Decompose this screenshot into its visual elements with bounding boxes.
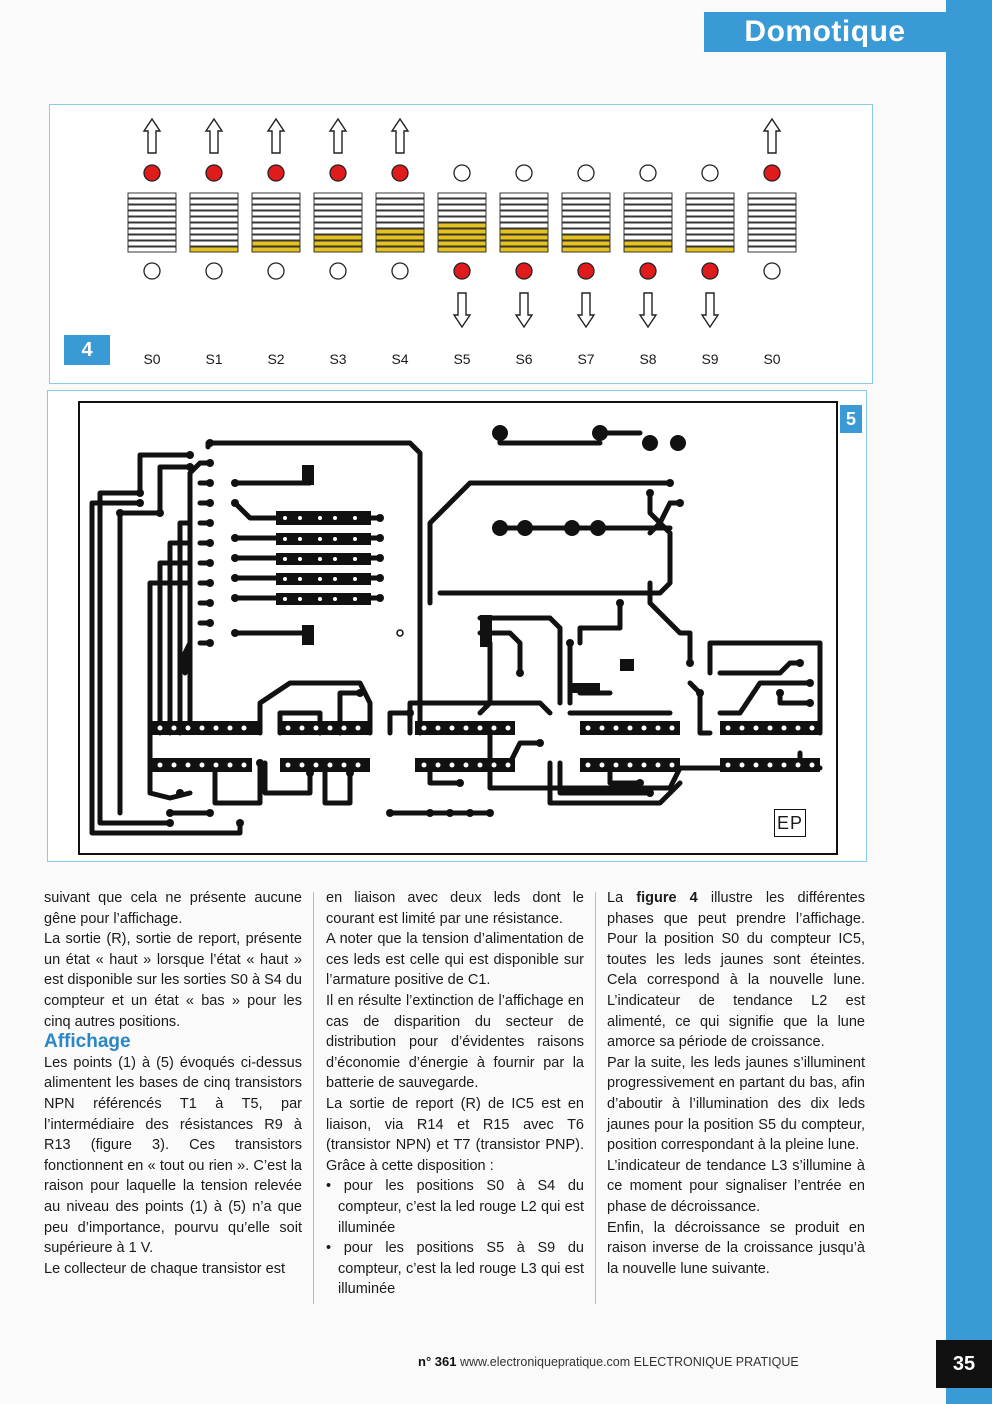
yellow-led-segment [624,241,672,246]
yellow-led-segment [748,217,796,222]
yellow-led-segment [190,235,238,240]
yellow-led-segment [624,193,672,198]
yellow-led-segment [190,211,238,216]
col2-paragraph-2: A noter que la tension d’alimentation de ces leds est celle qui est disponible sur l’armature positive de C1. [326,931,584,989]
col1-paragraph-2: La sortie (R), sortie de report, présente un état « haut » lorsque l’état « haut » est disponible sur les sorties S0 à S4 du compteur et un état « bas » pour les cinq autres positions. [44,931,302,1030]
figure-5-pcb-layout [47,390,867,862]
yellow-led-segment [562,241,610,246]
phase-column [558,105,614,383]
col2-paragraph-1: en liaison avec deux leds dont le courant est limité par une résistance. [326,890,584,927]
trend-led-bottom [454,263,470,279]
yellow-led-segment [686,193,734,198]
yellow-led-segment [376,193,424,198]
trend-led-top [144,165,160,181]
phase-label: S0 [763,351,781,367]
right-color-bar [946,0,992,1404]
trend-led-top [206,165,222,181]
led-bargraph [186,105,242,345]
figure-ref: figure 4 [636,890,698,906]
yellow-led-segment [438,211,486,216]
arrow-down-icon [702,293,718,327]
yellow-led-segment [500,217,548,222]
yellow-led-segment [500,241,548,246]
yellow-led-segment [500,223,548,228]
yellow-led-segment [128,229,176,234]
yellow-led-segment [686,199,734,204]
trend-led-top [268,165,284,181]
yellow-led-segment [438,223,486,228]
arrow-up-icon [268,119,284,153]
led-bargraph [744,105,800,345]
col2-paragraph-4: La sortie de report (R) de IC5 est en liaison, via R14 et R15 avec T6 (transistor NPN) et T7 (transistor PNP). Grâce à cette disposition : [326,1095,584,1174]
article-column-1 [44,888,302,1279]
col2-paragraph-3: Il en résulte l’extinction de l’affichage en cas de disparition du secteur de distribution pour d’évidentes raisons d’économie d’énergie à fournir par la batterie de sauvegarde. [326,992,584,1092]
yellow-led-segment [624,229,672,234]
yellow-led-segment [562,247,610,252]
trend-led-top [764,165,780,181]
yellow-led-segment [190,217,238,222]
yellow-led-segment [314,241,362,246]
trend-led-bottom [268,263,284,279]
col2-bullet-2: • pour les positions S5 à S9 du compteur, c’est la led rouge L3 qui est illuminée [326,1240,584,1298]
arrow-up-icon [392,119,408,153]
yellow-led-segment [128,241,176,246]
yellow-led-segment [128,217,176,222]
yellow-led-segment [252,223,300,228]
phase-label: S9 [701,351,719,367]
pcb-traces-graphic [80,403,836,853]
arrow-down-icon [578,293,594,327]
yellow-led-segment [252,241,300,246]
led-bargraph [496,105,552,345]
yellow-led-segment [500,229,548,234]
yellow-led-segment [314,205,362,210]
led-bargraph [620,105,676,345]
yellow-led-segment [562,235,610,240]
yellow-led-segment [562,199,610,204]
trend-led-bottom [764,263,780,279]
yellow-led-segment [376,235,424,240]
yellow-led-segment [748,193,796,198]
yellow-led-segment [128,223,176,228]
trend-led-bottom [144,263,160,279]
col3-paragraph-2: Par la suite, les leds jaunes s’illuminent progressivement en partant du bas, afin d’aboutir à l’illumination des dix leds jaunes pour la position S5 du compteur, position correspondant à la pleine lune. [607,1054,865,1154]
yellow-led-segment [438,205,486,210]
trend-led-bottom [516,263,532,279]
yellow-led-segment [314,235,362,240]
yellow-led-segment [376,211,424,216]
yellow-led-segment [128,199,176,204]
yellow-led-segment [438,241,486,246]
yellow-led-segment [128,247,176,252]
website-link[interactable]: www.electroniquepratique.com [459,1355,631,1369]
col1-paragraph-4: Le collecteur de chaque transistor est [44,1260,285,1277]
col1-paragraph-1: suivant que cela ne présente aucune gêne pour l’affichage. [44,890,302,927]
phase-column [744,105,800,383]
phase-column [620,105,676,383]
yellow-led-segment [252,217,300,222]
pcb-drawing [78,401,838,855]
yellow-led-segment [252,247,300,252]
phase-label: S1 [205,351,223,367]
yellow-led-segment [748,223,796,228]
yellow-led-segment [500,235,548,240]
yellow-led-segment [252,199,300,204]
trend-led-bottom [392,263,408,279]
yellow-led-segment [500,247,548,252]
page-number: 35 [936,1340,992,1388]
led-bargraph [682,105,738,345]
column-divider [313,892,314,1304]
yellow-led-segment [624,199,672,204]
yellow-led-segment [500,193,548,198]
yellow-led-segment [376,229,424,234]
yellow-led-segment [190,193,238,198]
phase-column [372,105,428,383]
magazine-name: ELECTRONIQUE PRATIQUE [633,1355,799,1369]
trend-led-bottom [702,263,718,279]
yellow-led-segment [748,205,796,210]
yellow-led-segment [314,217,362,222]
trend-led-top [640,165,656,181]
yellow-led-segment [562,223,610,228]
trend-led-bottom [578,263,594,279]
phase-label: S6 [515,351,533,367]
yellow-led-segment [686,229,734,234]
yellow-led-segment [376,247,424,252]
phase-column [310,105,366,383]
yellow-led-segment [314,199,362,204]
yellow-led-segment [190,223,238,228]
phase-column [496,105,552,383]
trend-led-bottom [330,263,346,279]
phase-label: S4 [391,351,409,367]
yellow-led-segment [376,217,424,222]
yellow-led-segment [562,217,610,222]
yellow-led-segment [438,235,486,240]
yellow-led-segment [252,235,300,240]
yellow-led-segment [252,205,300,210]
phase-label: S3 [329,351,347,367]
yellow-led-segment [438,199,486,204]
yellow-led-segment [314,229,362,234]
led-bargraph [434,105,490,345]
arrow-up-icon [764,119,780,153]
yellow-led-segment [562,205,610,210]
yellow-led-segment [438,247,486,252]
led-bargraph [124,105,180,345]
section-rubric: Domotique [704,12,946,52]
yellow-led-segment [562,211,610,216]
led-bargraph [310,105,366,345]
yellow-led-segment [190,199,238,204]
yellow-led-segment [624,217,672,222]
yellow-led-segment [128,193,176,198]
yellow-led-segment [376,223,424,228]
led-bargraph [248,105,304,345]
section-heading-affichage: Affichage [44,1031,131,1053]
yellow-led-segment [500,205,548,210]
yellow-led-segment [748,211,796,216]
phase-column [434,105,490,383]
phase-column [248,105,304,383]
led-bargraph [372,105,428,345]
yellow-led-segment [376,199,424,204]
trend-led-top [578,165,594,181]
yellow-led-segment [686,223,734,228]
trend-led-bottom [640,263,656,279]
yellow-led-segment [562,229,610,234]
yellow-led-segment [686,217,734,222]
yellow-led-segment [314,211,362,216]
yellow-led-segment [748,229,796,234]
yellow-led-segment [438,217,486,222]
yellow-led-segment [748,235,796,240]
yellow-led-segment [128,205,176,210]
col3-p1-start: La [607,890,637,906]
article-column-2 [326,888,584,1300]
col3-paragraph-3: L’indicateur de tendance L3 s’illumine à ce moment pour signaliser l’entrée en phase de décroissance. [607,1157,865,1215]
phase-label: S2 [267,351,285,367]
col3-p1-end: illustre les différentes phases que peut prendre l’affichage. Pour la position S0 du compteur IC5, toutes les leds jaunes sont éteintes. Cela correspond à la nouvelle lune. L’indicateur de tendance L2 est alimenté, ce qui signifie que la lune amorce sa période de croissance. [607,890,865,1051]
issue-number: n° 361 [418,1354,457,1369]
yellow-led-segment [624,247,672,252]
yellow-led-segment [562,193,610,198]
yellow-led-segment [314,247,362,252]
yellow-led-segment [624,211,672,216]
yellow-led-segment [748,247,796,252]
col1-paragraph-3: Les points (1) à (5) évoqués ci-dessus alimentent les bases de cinq transistors NPN référencés T1 à T5, par l’intermédiaire des résistances R9 à R13 (figure 3). Ces transistors fonctionnent en « tout ou rien ». C’est la raison pour laquelle la tension relevée au niveau des points (1) à (5) n’a que peu d’importance, pourvu qu’elle soit supérieure à 1 V. [44,1054,302,1257]
col2-bullet-1: • pour les positions S0 à S4 du compteur, c’est la led rouge L2 qui est illuminée [326,1178,584,1236]
yellow-led-segment [252,229,300,234]
yellow-led-segment [748,241,796,246]
trend-led-top [330,165,346,181]
yellow-led-segment [190,241,238,246]
yellow-led-segment [624,235,672,240]
figure-5-badge: 5 [840,405,862,433]
trend-led-bottom [206,263,222,279]
yellow-led-segment [376,241,424,246]
phase-label: S0 [143,351,161,367]
led-bargraph [558,105,614,345]
yellow-led-segment [314,193,362,198]
article-column-3 [607,888,865,1279]
phase-label: S5 [453,351,471,367]
yellow-led-segment [128,211,176,216]
yellow-led-segment [686,247,734,252]
arrow-down-icon [640,293,656,327]
figure-4-badge: 4 [64,335,110,365]
trend-led-top [516,165,532,181]
yellow-led-segment [190,229,238,234]
yellow-led-segment [314,223,362,228]
yellow-led-segment [748,199,796,204]
arrow-up-icon [330,119,346,153]
figure-4-led-phases [49,104,873,384]
yellow-led-segment [686,241,734,246]
trend-led-top [392,165,408,181]
yellow-led-segment [438,229,486,234]
yellow-led-segment [128,235,176,240]
phase-column [186,105,242,383]
col3-paragraph-1 [607,888,865,1053]
yellow-led-segment [190,247,238,252]
phase-column [682,105,738,383]
yellow-led-segment [686,235,734,240]
col3-paragraph-4: Enfin, la décroissance se produit en raison inverse de la croissance jusqu’à la nouvelle lune suivante. [607,1219,865,1277]
page-footer [418,1354,799,1369]
arrow-up-icon [206,119,222,153]
arrow-down-icon [454,293,470,327]
yellow-led-segment [190,205,238,210]
yellow-led-segment [376,205,424,210]
yellow-led-segment [252,193,300,198]
phase-column [124,105,180,383]
pcb-ep-mark: EP [774,809,806,837]
yellow-led-segment [500,199,548,204]
arrow-down-icon [516,293,532,327]
yellow-led-segment [252,211,300,216]
phase-label: S7 [577,351,595,367]
arrow-up-icon [144,119,160,153]
yellow-led-segment [500,211,548,216]
yellow-led-segment [624,205,672,210]
trend-led-top [702,165,718,181]
phase-label: S8 [639,351,657,367]
yellow-led-segment [438,193,486,198]
yellow-led-segment [686,205,734,210]
column-divider [595,892,596,1304]
yellow-led-segment [624,223,672,228]
yellow-led-segment [686,211,734,216]
trend-led-top [454,165,470,181]
